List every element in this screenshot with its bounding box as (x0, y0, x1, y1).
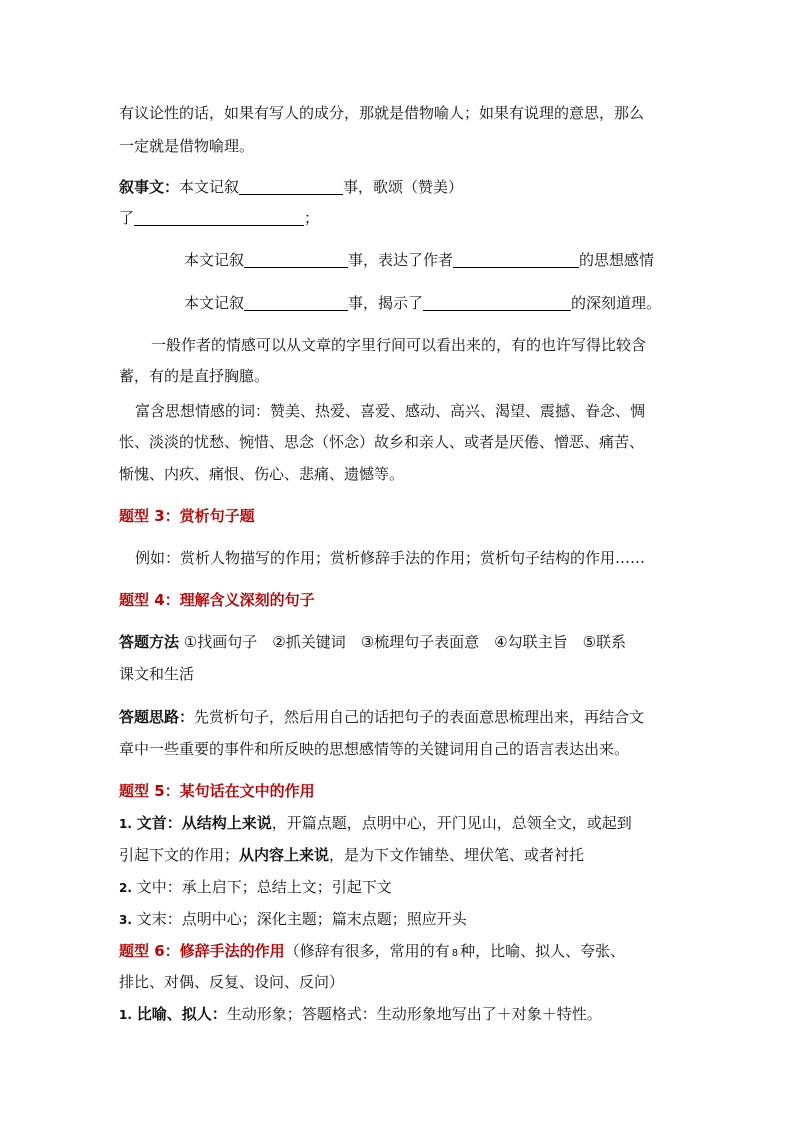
fill-blank (239, 179, 343, 195)
narrative-line-3: 本文记叙 事，表达了作者 的思想感情 (184, 251, 655, 269)
list-item: 3. 文末：点明中心；深化主题；篇末点题；照应开头 (119, 910, 467, 928)
section-heading-4: 题型 4：理解含义深刻的句子 (119, 591, 315, 609)
paragraph-line: 怅、淡淡的忧愁、惋惜、思念（怀念）故乡和亲人、或者是厌倦、憎恶、痛苦、 (119, 433, 645, 451)
fill-blank (423, 295, 571, 311)
narrative-line-4: 本文记叙 事，揭示了 的深刻道理。 (184, 294, 662, 312)
answer-idea-label: 答题思路： (119, 708, 195, 726)
fill-blank (244, 252, 348, 268)
section-heading-3: 题型 3：赏析句子题 (119, 507, 255, 525)
paragraph-line: 排比、对偶、反复、设问、反问） (119, 973, 345, 991)
list-item: 1. 文首：从结构上来说，开篇点题，点明中心，开门见山，总领全文，或起到 (119, 814, 632, 832)
paragraph-line: 课文和生活 (119, 665, 195, 683)
section-heading-5: 题型 5：某句话在文中的作用 (119, 782, 315, 800)
answer-idea-line: 答题思路：先赏析句子，然后用自己的话把句子的表面意思梳理出来，再结合文 (119, 708, 645, 726)
paragraph-line: 一定就是借物喻理。 (119, 137, 255, 155)
narrative-label: 叙事文： (119, 178, 180, 196)
fill-blank (453, 252, 579, 268)
paragraph-line: 例如：赏析人物描写的作用；赏析修辞手法的作用；赏析句子结构的作用…… (135, 549, 646, 567)
narrative-line-1: 叙事文：本文记叙 事，歌颂（赞美） (119, 178, 464, 196)
fill-blank (244, 295, 348, 311)
answer-method-line: 答题方法 ①找画句子 ②抓关键词 ③梳理句子表面意 ④勾联主旨 ⑤联系 (119, 633, 627, 651)
section-heading-6: 题型 6：修辞手法的作用（修辞有很多，常用的有 8 种，比喻、拟人、夸张、 (119, 942, 626, 960)
narrative-line-2: 了 ； (119, 209, 320, 227)
paragraph-line: 章中一些重要的事件和所反映的思想感情等的关键词用自己的语言表达出来。 (119, 740, 630, 758)
paragraph-line: 引起下文的作用；从内容上来说，是为下文作铺垫、埋伏笔、或者衬托 (119, 846, 585, 864)
list-item: 2. 文中：承上启下；总结上文；引起下文 (119, 878, 392, 896)
paragraph-line: 一般作者的情感可以从文章的字里行间可以看出来的，有的也许写得比较含 (151, 336, 647, 354)
paragraph-line: 惭愧、内疚、痛恨、伤心、悲痛、遗憾等。 (119, 465, 405, 483)
fill-blank (134, 210, 304, 226)
list-item: 1. 比喻、拟人：生动形象；答题格式：生动形象地写出了＋对象＋特性。 (119, 1005, 602, 1023)
paragraph-line: 有议论性的话，如果有写人的成分，那就是借物喻人；如果有说理的意思，那么 (119, 104, 645, 122)
answer-method-label: 答题方法 (119, 633, 180, 651)
paragraph-line: 蓄，有的是直抒胸臆。 (119, 367, 270, 385)
paragraph-line: 富含思想情感的词：赞美、热爱、喜爱、感动、高兴、渴望、震撼、眷念、惆 (135, 402, 646, 420)
